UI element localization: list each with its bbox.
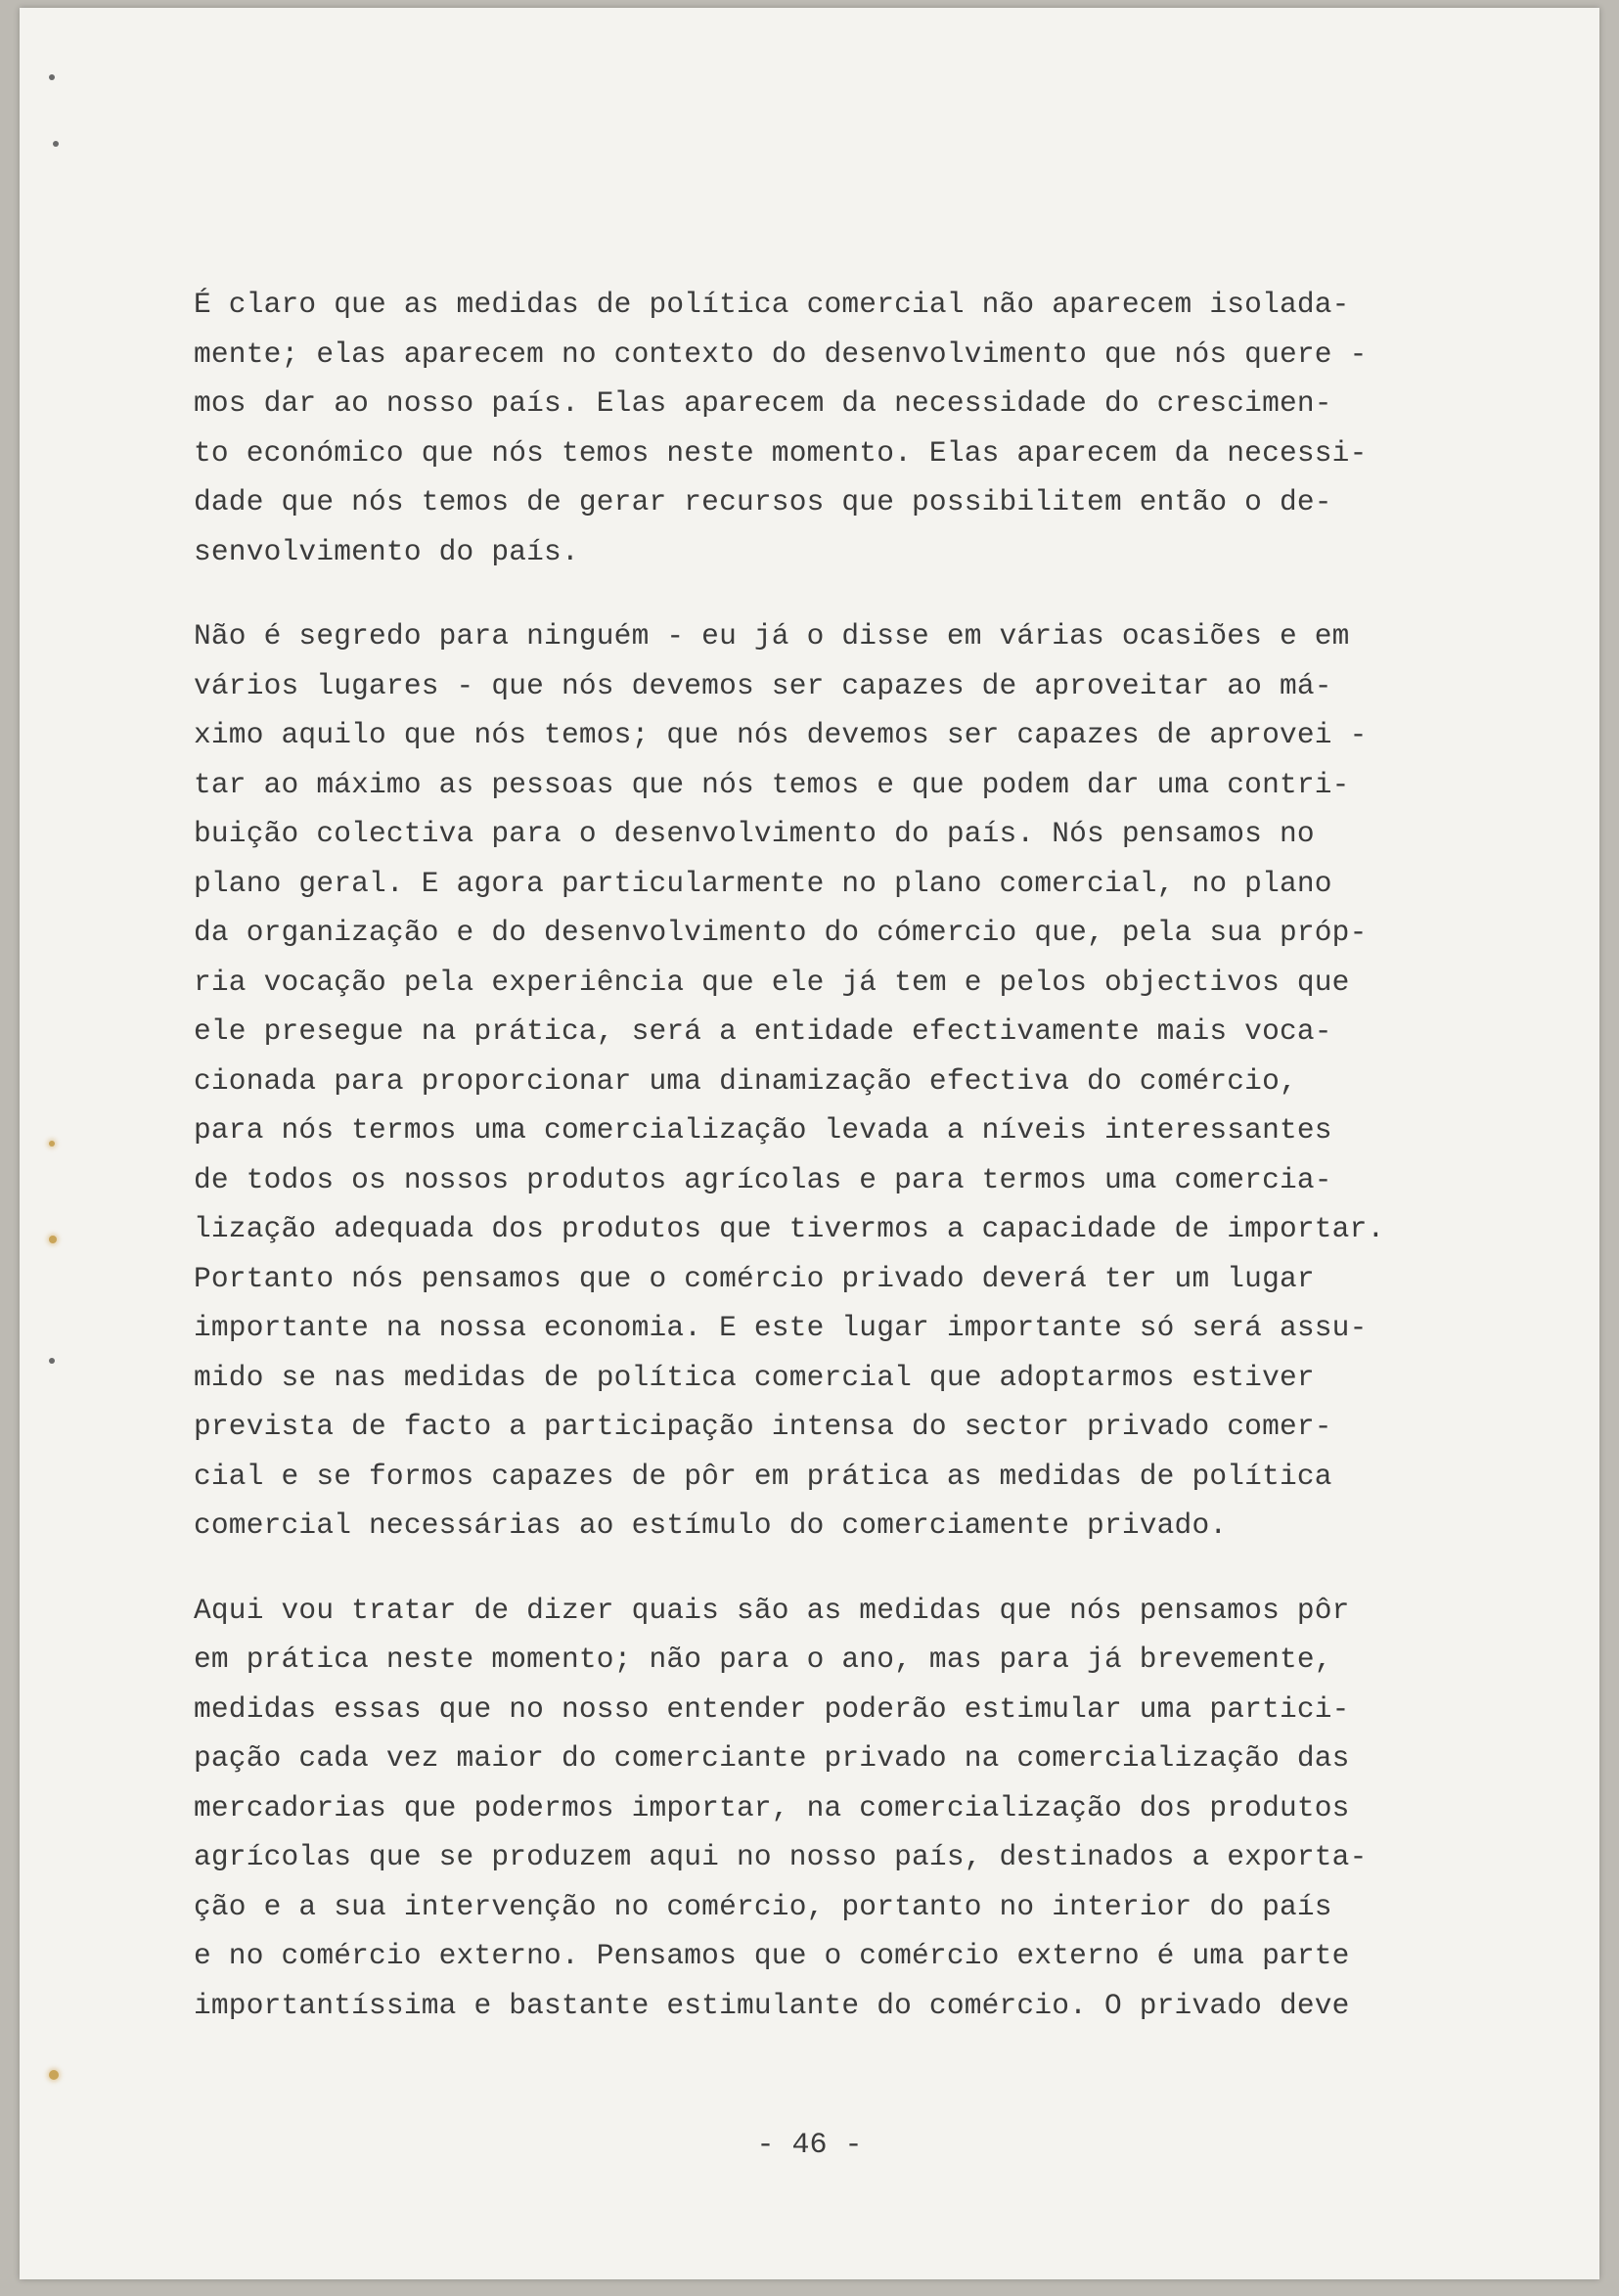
paragraph: Não é segredo para ninguém - eu já o disse em várias ocasiões e em vários lugares - que nós devemos ser capazes de aproveitar ao má- ximo aquilo que nós temos; que nós devemos ser capazes de aprovei - tar ao máximo as pessoas que nós temos e que podem dar uma contri- buição colectiva para o desenvolvimento do país. Nós pensamos no plano geral. E agora particularmente no plano comercial, no plano da organização e do desenvolvimento do cómercio que, pela sua próp- ria vocação pela experiência que ele já tem e pelos objectivos que ele presegue na prática, será a entidade efectivamente mais voca- cionada para proporcionar uma dinamização efectiva do comércio, para nós termos uma comercialização levada a níveis interessantes de todos os nossos produtos agrícolas e para termos uma comercia- lização adequada dos produtos que tivermos a capacidade de importar. Portanto nós pensamos que o comércio privado deverá ter um lugar importante na nossa economia. E este lugar importante só será assu- mido se nas medidas de política comercial que adoptarmos estiver prevista de facto a participação intensa do sector privado comer- cial e se formos capazes de pôr em prática as medidas de política comercial necessárias ao estímulo do comerciamente privado.: [194, 619, 1385, 1542]
punch-mark: [53, 141, 59, 147]
rust-stain: [49, 2070, 59, 2080]
body-text: [194, 280, 1495, 2030]
paragraph: Aqui vou tratar de dizer quais são as medidas que nós pensamos pôr em prática neste momento; não para o ano, mas para já brevemente, medidas essas que no nosso entender poderão estimular uma partici- pação cada vez maior do comerciante privado na comercialização das mercadorias que podermos importar, na comercialização dos produtos agrícolas que se produzem aqui no nosso país, destinados a exporta- ção e a sua intervenção no comércio, portanto no interior do país e no comércio externo. Pensamos que o comércio externo é uma parte importantíssima e bastante estimulante do comércio. O privado deve: [194, 1593, 1368, 2022]
punch-mark: [49, 1358, 55, 1364]
punch-mark: [49, 74, 55, 80]
rust-stain: [49, 1236, 57, 1243]
rust-stain: [49, 1141, 55, 1147]
paragraph: É claro que as medidas de política comercial não aparecem isolada- mente; elas aparecem no contexto do desenvolvimento que nós quere - mos dar ao nosso país. Elas aparecem da necessidade do crescimen- to económico que nós temos neste momento. Elas aparecem da necessi- dade que nós temos de gerar recursos que possibilitem então o de- senvolvimento do país.: [194, 288, 1368, 568]
page-number: - 46 -: [756, 2129, 863, 2162]
